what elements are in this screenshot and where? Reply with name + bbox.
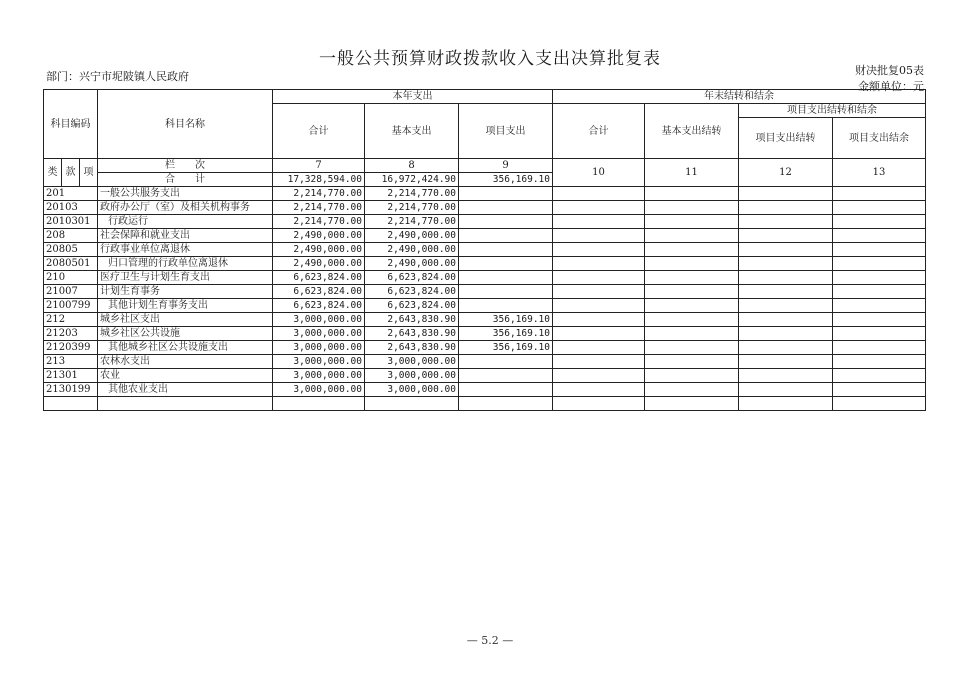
page-title: 一般公共预算财政拨款收入支出决算批复表 xyxy=(319,49,661,69)
row-name: 政府办公厅（室）及相关机构事务 xyxy=(98,201,273,215)
row-col13 xyxy=(833,369,926,383)
row-col13 xyxy=(833,243,926,257)
department-label: 部门：兴宁市坭陂镇人民政府 xyxy=(46,70,189,83)
row-code: 20805 xyxy=(44,243,98,257)
row-total: 3,000,000.00 xyxy=(273,369,365,383)
row-code: 2010301 xyxy=(44,215,98,229)
row-code: 21203 xyxy=(44,327,98,341)
row-col10 xyxy=(553,229,645,243)
row-basic: 6,623,824.00 xyxy=(365,271,459,285)
row-code: 2120399 xyxy=(44,341,98,355)
header-basic-exp: 基本支出 xyxy=(365,104,459,159)
row-project xyxy=(459,229,553,243)
row-code: 2080501 xyxy=(44,257,98,271)
amount-unit: 金额单位：元 xyxy=(858,80,924,93)
table-row xyxy=(44,229,926,243)
row-col12 xyxy=(739,327,833,341)
row-basic: 6,623,824.00 xyxy=(365,299,459,313)
row-col12 xyxy=(739,201,833,215)
row-name: 一般公共服务支出 xyxy=(98,187,273,201)
header-basic-carry: 基本支出结转 xyxy=(645,104,739,159)
row-name: 行政运行 xyxy=(98,215,273,229)
row-col11 xyxy=(645,327,739,341)
header-total: 合计 xyxy=(273,104,365,159)
row-col13 xyxy=(833,229,926,243)
row-col11 xyxy=(645,257,739,271)
row-total: 2,490,000.00 xyxy=(273,229,365,243)
empty-cell xyxy=(273,397,365,411)
row-col12 xyxy=(739,369,833,383)
row-code: 2100799 xyxy=(44,299,98,313)
header-lei: 类 xyxy=(44,159,62,187)
empty-cell xyxy=(365,397,459,411)
empty-cell xyxy=(98,397,273,411)
row-project xyxy=(459,355,553,369)
table-row xyxy=(44,243,926,257)
row-code: 210 xyxy=(44,271,98,285)
row-name: 医疗卫生与计划生育支出 xyxy=(98,271,273,285)
row-col10 xyxy=(553,383,645,397)
row-total: 2,214,770.00 xyxy=(273,215,365,229)
row-code: 2130199 xyxy=(44,383,98,397)
header-project-carry-group: 项目支出结转和结余 xyxy=(739,104,926,118)
row-project: 356,169.10 xyxy=(459,313,553,327)
row-col13 xyxy=(833,285,926,299)
table-row xyxy=(44,285,926,299)
row-total: 2,490,000.00 xyxy=(273,243,365,257)
budget-table xyxy=(43,89,926,411)
row-project: 356,169.10 xyxy=(459,341,553,355)
header-subject-code: 科目编码 xyxy=(44,90,98,159)
row-col10 xyxy=(553,285,645,299)
row-col10 xyxy=(553,187,645,201)
row-total: 6,623,824.00 xyxy=(273,299,365,313)
total-sum: 17,328,594.00 xyxy=(273,173,365,187)
row-col10 xyxy=(553,313,645,327)
header-xiang: 项 xyxy=(80,159,98,187)
row-col12 xyxy=(739,271,833,285)
row-code: 208 xyxy=(44,229,98,243)
empty-cell xyxy=(459,397,553,411)
row-name: 城乡社区支出 xyxy=(98,313,273,327)
row-col13 xyxy=(833,327,926,341)
row-col13 xyxy=(833,257,926,271)
table-row xyxy=(44,215,926,229)
row-basic: 2,490,000.00 xyxy=(365,257,459,271)
col-13: 13 xyxy=(833,159,926,187)
table-row xyxy=(44,383,926,397)
row-col13 xyxy=(833,355,926,369)
row-basic: 2,643,830.90 xyxy=(365,327,459,341)
row-col11 xyxy=(645,285,739,299)
row-total: 2,490,000.00 xyxy=(273,257,365,271)
table-row-empty xyxy=(44,397,926,411)
row-name: 城乡社区公共设施 xyxy=(98,327,273,341)
table-row xyxy=(44,187,926,201)
header-project-surplus: 项目支出结余 xyxy=(833,118,926,159)
row-code: 20103 xyxy=(44,201,98,215)
row-col11 xyxy=(645,229,739,243)
row-project xyxy=(459,187,553,201)
row-col10 xyxy=(553,299,645,313)
empty-cell xyxy=(833,397,926,411)
row-col13 xyxy=(833,187,926,201)
row-col11 xyxy=(645,355,739,369)
col-10: 10 xyxy=(553,159,645,187)
table-row xyxy=(44,257,926,271)
row-col12 xyxy=(739,313,833,327)
row-col10 xyxy=(553,215,645,229)
row-basic: 2,214,770.00 xyxy=(365,187,459,201)
row-col11 xyxy=(645,187,739,201)
row-col11 xyxy=(645,243,739,257)
row-col10 xyxy=(553,243,645,257)
row-basic: 2,490,000.00 xyxy=(365,243,459,257)
row-name: 归口管理的行政单位离退休 xyxy=(98,257,273,271)
row-name: 社会保障和就业支出 xyxy=(98,229,273,243)
row-col11 xyxy=(645,201,739,215)
col-9: 9 xyxy=(459,159,553,173)
row-col10 xyxy=(553,369,645,383)
row-basic: 2,214,770.00 xyxy=(365,215,459,229)
table-row xyxy=(44,341,926,355)
total-project: 356,169.10 xyxy=(459,173,553,187)
row-col13 xyxy=(833,215,926,229)
row-col10 xyxy=(553,271,645,285)
row-col12 xyxy=(739,243,833,257)
row-col13 xyxy=(833,271,926,285)
row-col10 xyxy=(553,257,645,271)
row-basic: 2,643,830.90 xyxy=(365,313,459,327)
row-col10 xyxy=(553,201,645,215)
col-12: 12 xyxy=(739,159,833,187)
row-name: 其他农业支出 xyxy=(98,383,273,397)
row-basic: 6,623,824.00 xyxy=(365,285,459,299)
row-basic: 2,643,830.90 xyxy=(365,341,459,355)
row-name: 行政事业单位离退休 xyxy=(98,243,273,257)
empty-cell xyxy=(645,397,739,411)
row-basic: 2,214,770.00 xyxy=(365,201,459,215)
row-code: 201 xyxy=(44,187,98,201)
row-project xyxy=(459,383,553,397)
row-col11 xyxy=(645,215,739,229)
header-current-year-exp: 本年支出 xyxy=(273,90,553,104)
row-col12 xyxy=(739,257,833,271)
header-project-exp: 项目支出 xyxy=(459,104,553,159)
header-total2: 合计 xyxy=(553,104,645,159)
row-name: 其他计划生育事务支出 xyxy=(98,299,273,313)
row-basic: 3,000,000.00 xyxy=(365,355,459,369)
row-project xyxy=(459,257,553,271)
empty-cell xyxy=(553,397,645,411)
row-col11 xyxy=(645,341,739,355)
row-total: 2,214,770.00 xyxy=(273,187,365,201)
table-row xyxy=(44,355,926,369)
row-code: 213 xyxy=(44,355,98,369)
table-row xyxy=(44,313,926,327)
row-project xyxy=(459,285,553,299)
row-name: 其他城乡社区公共设施支出 xyxy=(98,341,273,355)
row-code: 212 xyxy=(44,313,98,327)
row-project: 356,169.10 xyxy=(459,327,553,341)
row-project xyxy=(459,201,553,215)
row-name: 农林水支出 xyxy=(98,355,273,369)
row-total: 3,000,000.00 xyxy=(273,341,365,355)
row-col11 xyxy=(645,313,739,327)
row-project xyxy=(459,271,553,285)
page-number: — 5.2 — xyxy=(466,634,514,647)
row-project xyxy=(459,215,553,229)
row-col10 xyxy=(553,341,645,355)
header-lanci: 栏 次 xyxy=(98,159,273,173)
header-subject-name: 科目名称 xyxy=(98,90,273,159)
row-col11 xyxy=(645,383,739,397)
row-name: 计划生育事务 xyxy=(98,285,273,299)
empty-cell xyxy=(44,397,98,411)
row-col13 xyxy=(833,299,926,313)
empty-cell xyxy=(739,397,833,411)
row-code: 21007 xyxy=(44,285,98,299)
row-col12 xyxy=(739,215,833,229)
row-col13 xyxy=(833,383,926,397)
row-col12 xyxy=(739,187,833,201)
row-basic: 3,000,000.00 xyxy=(365,369,459,383)
row-basic: 2,490,000.00 xyxy=(365,229,459,243)
header-year-end-carry: 年末结转和结余 xyxy=(553,90,926,104)
row-col11 xyxy=(645,299,739,313)
row-col12 xyxy=(739,285,833,299)
row-total: 3,000,000.00 xyxy=(273,327,365,341)
form-code: 财决批复05表 xyxy=(855,64,924,77)
row-total: 3,000,000.00 xyxy=(273,355,365,369)
row-name: 农业 xyxy=(98,369,273,383)
row-basic: 3,000,000.00 xyxy=(365,383,459,397)
row-total: 6,623,824.00 xyxy=(273,271,365,285)
table-row xyxy=(44,327,926,341)
row-total: 6,623,824.00 xyxy=(273,285,365,299)
row-total: 3,000,000.00 xyxy=(273,313,365,327)
col-8: 8 xyxy=(365,159,459,173)
header-kuan: 款 xyxy=(62,159,80,187)
table-row xyxy=(44,299,926,313)
col-11: 11 xyxy=(645,159,739,187)
total-basic: 16,972,424.90 xyxy=(365,173,459,187)
row-col11 xyxy=(645,271,739,285)
table-body xyxy=(44,187,926,411)
row-project xyxy=(459,369,553,383)
header-project-carry: 项目支出结转 xyxy=(739,118,833,159)
row-col12 xyxy=(739,355,833,369)
row-project xyxy=(459,243,553,257)
row-col13 xyxy=(833,341,926,355)
row-col12 xyxy=(739,229,833,243)
row-total: 2,214,770.00 xyxy=(273,201,365,215)
row-col13 xyxy=(833,313,926,327)
col-7: 7 xyxy=(273,159,365,173)
row-col10 xyxy=(553,355,645,369)
row-project xyxy=(459,299,553,313)
table-row xyxy=(44,271,926,285)
row-col10 xyxy=(553,327,645,341)
table-row xyxy=(44,369,926,383)
row-col11 xyxy=(645,369,739,383)
table-row xyxy=(44,201,926,215)
row-col12 xyxy=(739,299,833,313)
row-total: 3,000,000.00 xyxy=(273,383,365,397)
row-col13 xyxy=(833,201,926,215)
row-col12 xyxy=(739,383,833,397)
row-col12 xyxy=(739,341,833,355)
header-heji: 合 计 xyxy=(98,173,273,187)
row-code: 21301 xyxy=(44,369,98,383)
